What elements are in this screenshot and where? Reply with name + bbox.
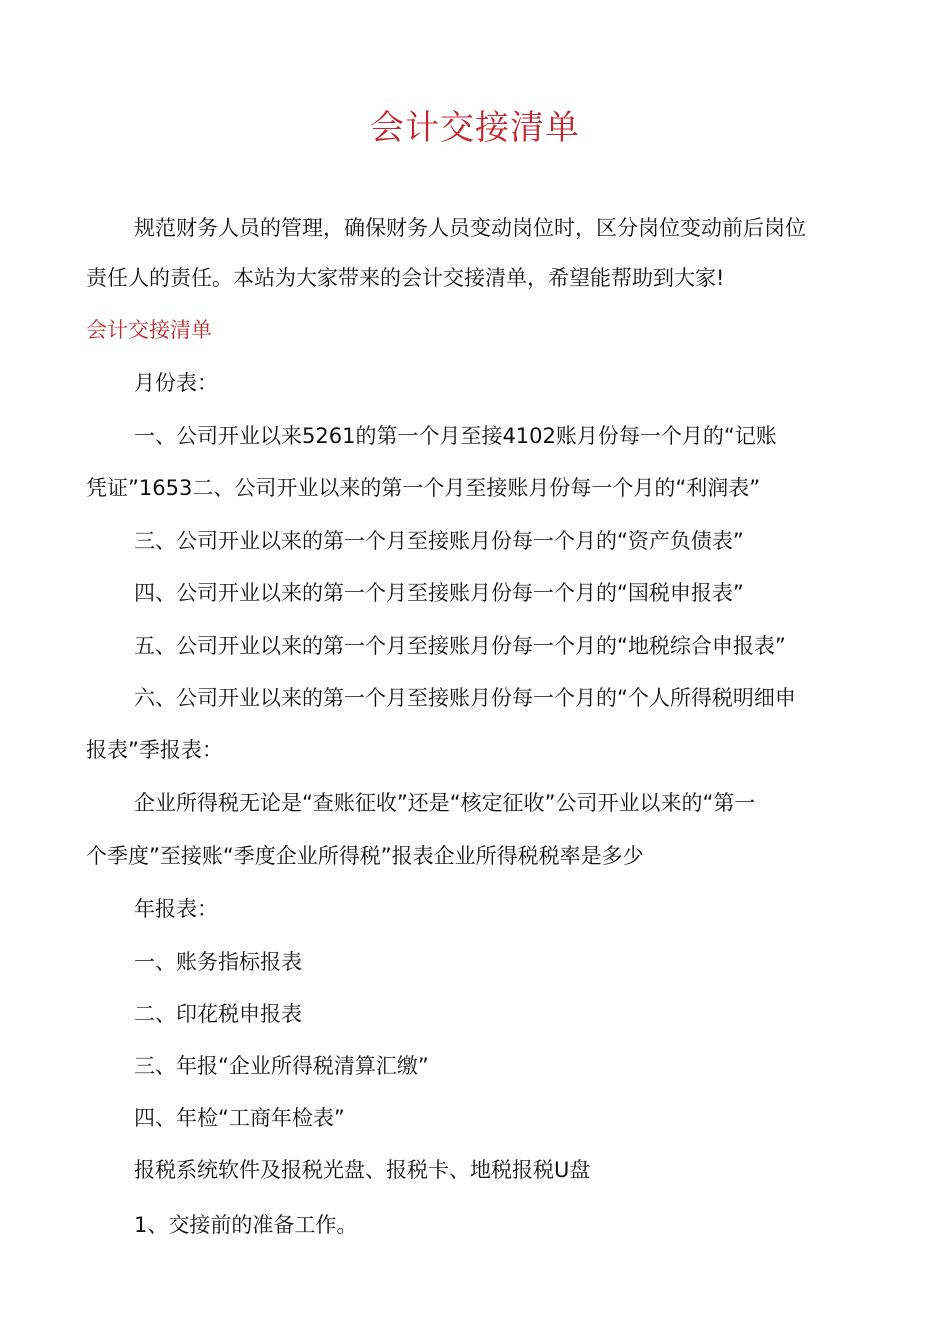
monthly-reports-heading: 月份表： [134, 371, 218, 395]
body-line: 三、年报“企业所得税清算汇缴” [134, 1054, 429, 1078]
intro-line-1: 规范财务人员的管理，确保财务人员变动岗位时，区分岗位变动前后岗位 [134, 216, 806, 240]
body-line: 个季度”至接账“季度企业所得税”报表企业所得税税率是多少 [86, 844, 644, 868]
body-line: 一、公司开业以来5261的第一个月至接4102账月份每一个月的“记账 [134, 424, 777, 448]
section-heading: 会计交接清单 [86, 318, 212, 342]
body-line: 四、公司开业以来的第一个月至接账月份每一个月的“国税申报表” [134, 581, 744, 605]
body-line: 一、账务指标报表 [134, 950, 302, 974]
document-title: 会计交接清单 [370, 108, 580, 148]
annual-reports-heading: 年报表： [134, 897, 218, 921]
body-line: 六、公司开业以来的第一个月至接账月份每一个月的“个人所得税明细申 [134, 686, 796, 710]
body-line: 三、公司开业以来的第一个月至接账月份每一个月的“资产负债表” [134, 529, 744, 553]
intro-line-2: 责任人的责任。本站为大家带来的会计交接清单，希望能帮助到大家! [86, 266, 725, 290]
body-line: 1、交接前的准备工作。 [134, 1213, 358, 1237]
body-line: 报表”季报表： [86, 738, 223, 762]
body-line: 企业所得税无论是“查账征收”还是“核定征收”公司开业以来的“第一 [134, 791, 756, 815]
body-line: 四、年检“工商年检表” [134, 1106, 345, 1130]
body-line: 报税系统软件及报税光盘、报税卡、地税报税U盘 [134, 1158, 591, 1182]
body-line: 五、公司开业以来的第一个月至接账月份每一个月的“地税综合申报表” [134, 634, 786, 658]
body-line: 凭证”1653二、公司开业以来的第一个月至接账月份每一个月的“利润表” [86, 476, 761, 500]
body-line: 二、印花税申报表 [134, 1002, 302, 1026]
